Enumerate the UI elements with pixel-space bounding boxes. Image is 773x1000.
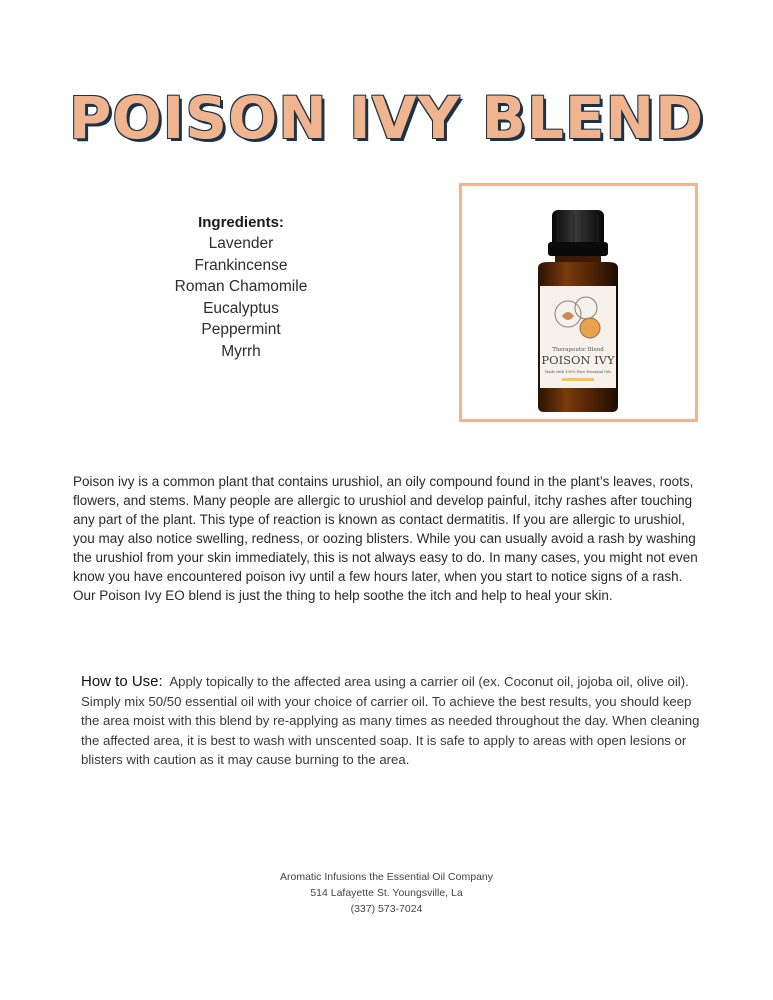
- bottle-label: [540, 286, 616, 388]
- ingredients-list: [150, 213, 332, 362]
- page-title: POISON IVY BLEND: [68, 84, 705, 152]
- label-tagline: Made with 100% Pure Essential Oils: [544, 370, 612, 374]
- how-to-use-label: How to Use:: [81, 673, 163, 690]
- ingredient-item: Roman Chamomile: [174, 278, 308, 295]
- bottle-cap: [548, 210, 608, 256]
- ingredients-heading: Ingredients:: [198, 214, 284, 231]
- description-paragraph: Poison ivy is a common plant that contains urushiol, an oily compound found in the plant’s leaves, roots, flowers, and stems. Many people are allergic to urushiol and develop painful, itchy rashes after touching any part of the plant. This type of reaction is known as contact dermatitis. If you are allergic to urushiol, you may also notice swelling, redness, or oozing blisters. While you can usually avoid a rash by washing the urushiol from your skin immediately, this is not always easy to do. In many cases, you might not even know you have encountered poison ivy until a few hours later, when you start to notice signs of a rash. Our Poison Ivy EO blend is just the thing to help soothe the itch and help to heal your skin.: [73, 474, 698, 603]
- product-bottle-image: [462, 186, 695, 419]
- ingredient-item: Myrrh: [221, 342, 261, 360]
- ingredient-item: Peppermint: [201, 321, 281, 338]
- footer-phone: (337) 573-7024: [350, 903, 423, 915]
- ingredient-item: Eucalyptus: [203, 299, 279, 317]
- product-photo-frame: [459, 183, 698, 422]
- ingredient-item: Lavender: [208, 235, 274, 252]
- footer-company: Aromatic Infusions the Essential Oil Company: [279, 871, 493, 883]
- footer-address: 514 Lafayette St. Youngsville, La: [310, 887, 463, 899]
- company-footer: [0, 869, 773, 917]
- how-to-use-text: Apply topically to the affected area using a carrier oil (ex. Coconut oil, jojoba oil, olive oil). Simply mix 50/50 essential oil with your choice of carrier oil. To achieve the best results, you should keep the area moist with this blend by re-applying as many times as needed throughout the day. When cleaning the affected area, it is best to wash with unscented soap. It is safe to apply to areas with open lesions or blisters with caution as it may cause burning to the area.: [81, 674, 700, 767]
- label-subtitle: Therapeutic Blend: [552, 347, 604, 353]
- ingredient-item: Frankincense: [194, 256, 288, 274]
- how-to-use-section: [81, 672, 701, 770]
- label-product-name: POISON IVY: [541, 353, 615, 367]
